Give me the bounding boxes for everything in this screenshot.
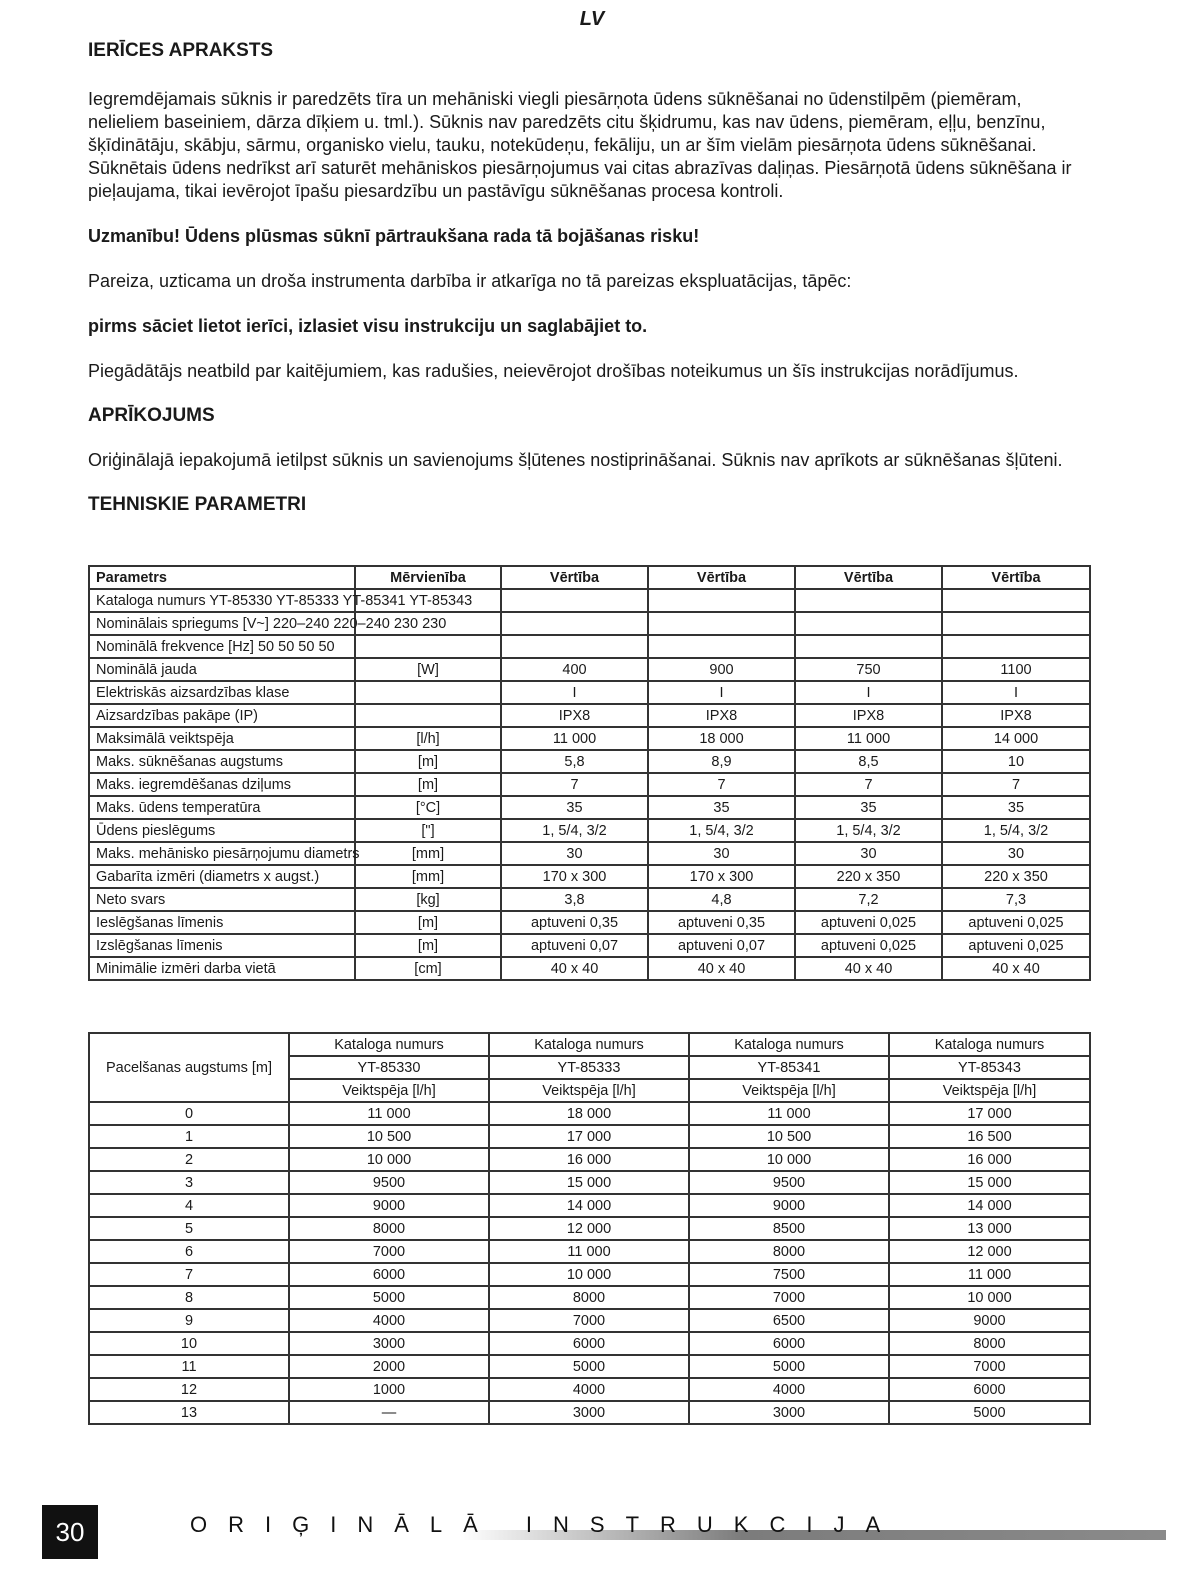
page-number: 30 <box>42 1505 98 1559</box>
table-cell: IPX8 <box>942 704 1090 727</box>
language-label: LV <box>579 8 605 30</box>
table-cell: 2 <box>89 1148 289 1171</box>
table-cell: 1, 5/4, 3/2 <box>942 819 1090 842</box>
table-cell: [l/h] <box>355 727 501 750</box>
table-cell: 11 000 <box>289 1102 489 1125</box>
table-cell: Maks. mehānisko piesārņojumu diametrs <box>89 842 355 865</box>
table-cell: 7 <box>89 1263 289 1286</box>
table-cell: [m] <box>355 750 501 773</box>
table-cell: 0 <box>89 1102 289 1125</box>
table-cell: 1, 5/4, 3/2 <box>648 819 795 842</box>
table-cell: 35 <box>942 796 1090 819</box>
table-cell: 30 <box>942 842 1090 865</box>
table-cell: 400 <box>501 658 648 681</box>
model-number: YT-85330 <box>289 1056 489 1079</box>
table-cell: 8,5 <box>795 750 942 773</box>
table-cell: 9500 <box>689 1171 889 1194</box>
table-cell: 1100 <box>942 658 1090 681</box>
table-cell: Kataloga numurs YT-85330 YT-85333 YT-85341 YT-85343 <box>89 589 355 612</box>
table-row <box>89 635 1090 658</box>
table-cell: 3000 <box>689 1401 889 1424</box>
table-cell: 900 <box>648 658 795 681</box>
row-header-cell: Pacelšanas augstums [m] <box>89 1033 289 1102</box>
table-cell: 8000 <box>289 1217 489 1240</box>
table-cell: Elektriskās aizsardzības klase <box>89 681 355 704</box>
table-row <box>89 842 1090 865</box>
table-cell: 10 000 <box>889 1286 1090 1309</box>
table-cell: 8 <box>89 1286 289 1309</box>
table-cell: Neto svars <box>89 888 355 911</box>
column-header: Vērtība <box>795 566 942 589</box>
technical-parameters-table <box>88 565 1091 981</box>
table-cell <box>355 681 501 704</box>
table-cell <box>795 589 942 612</box>
table-cell <box>795 635 942 658</box>
table-cell: 10 <box>89 1332 289 1355</box>
table-cell: [m] <box>355 911 501 934</box>
table-cell: — <box>289 1401 489 1424</box>
perf-label: Veiktspēja [l/h] <box>889 1079 1090 1102</box>
table-cell: 6500 <box>689 1309 889 1332</box>
table-cell: [m] <box>355 934 501 957</box>
table-cell: aptuveni 0,025 <box>795 911 942 934</box>
table-row <box>89 819 1090 842</box>
table-cell: 17 000 <box>489 1125 689 1148</box>
table-row <box>89 704 1090 727</box>
table-cell: 10 <box>942 750 1090 773</box>
table-cell: ["] <box>355 819 501 842</box>
table-cell: Maksimālā veiktspēja <box>89 727 355 750</box>
table-cell: 10 000 <box>489 1263 689 1286</box>
table-cell: 11 000 <box>795 727 942 750</box>
table-cell: 11 000 <box>689 1102 889 1125</box>
table-cell: 18 000 <box>489 1102 689 1125</box>
table-cell: 30 <box>501 842 648 865</box>
table-cell: 9000 <box>289 1194 489 1217</box>
table-cell: 15 000 <box>889 1171 1090 1194</box>
table-cell: 7500 <box>689 1263 889 1286</box>
table-cell: [cm] <box>355 957 501 980</box>
table-cell: 7 <box>501 773 648 796</box>
catalog-label: Kataloga numurs <box>689 1033 889 1056</box>
table-cell <box>501 589 648 612</box>
table-cell: Ieslēgšanas līmenis <box>89 911 355 934</box>
table-cell: 13 000 <box>889 1217 1090 1240</box>
table-row <box>89 911 1090 934</box>
table-row <box>89 1263 1090 1286</box>
table-cell: [°C] <box>355 796 501 819</box>
table-row <box>89 589 1090 612</box>
table-cell: 10 500 <box>289 1125 489 1148</box>
table-row <box>89 865 1090 888</box>
text-content <box>88 40 1090 516</box>
proper-use-text: Pareiza, uzticama un droša instrumenta darbība ir atkarīga no tā pareizas ekspluatācijas, tāpēc: <box>88 271 852 291</box>
table-cell: Maks. sūknēšanas augstums <box>89 750 355 773</box>
catalog-label: Kataloga numurs <box>289 1033 489 1056</box>
table-cell <box>501 635 648 658</box>
table-cell: 8000 <box>489 1286 689 1309</box>
table-cell: 11 000 <box>501 727 648 750</box>
table-header-row <box>89 566 1090 589</box>
table-cell: aptuveni 0,35 <box>501 911 648 934</box>
table-cell: 5,8 <box>501 750 648 773</box>
table-cell: 9000 <box>689 1194 889 1217</box>
table-cell: 12 000 <box>489 1217 689 1240</box>
table-row <box>89 612 1090 635</box>
catalog-label: Kataloga numurs <box>489 1033 689 1056</box>
table-row <box>89 1286 1090 1309</box>
table-cell: 5000 <box>889 1401 1090 1424</box>
table-row <box>89 1309 1090 1332</box>
table-cell: aptuveni 0,35 <box>648 911 795 934</box>
table-cell: 170 x 300 <box>501 865 648 888</box>
table-cell: 16 000 <box>889 1148 1090 1171</box>
table-cell: Izslēgšanas līmenis <box>89 934 355 957</box>
table-cell: 7000 <box>889 1355 1090 1378</box>
table-cell: aptuveni 0,07 <box>648 934 795 957</box>
table-cell: 40 x 40 <box>648 957 795 980</box>
table-row <box>89 1378 1090 1401</box>
table-cell: 16 500 <box>889 1125 1090 1148</box>
table-cell: 5 <box>89 1217 289 1240</box>
column-header: Parametrs <box>89 566 355 589</box>
table-cell: 14 000 <box>489 1194 689 1217</box>
table-cell: 8000 <box>889 1332 1090 1355</box>
table-cell: 35 <box>648 796 795 819</box>
table-cell: 5000 <box>289 1286 489 1309</box>
catalog-label: Kataloga numurs <box>889 1033 1090 1056</box>
table-cell: IPX8 <box>501 704 648 727</box>
table-row <box>89 1148 1090 1171</box>
column-header: Vērtība <box>648 566 795 589</box>
table-row <box>89 658 1090 681</box>
table-cell: 30 <box>648 842 795 865</box>
table-cell: 40 x 40 <box>795 957 942 980</box>
table-cell: 35 <box>795 796 942 819</box>
table-cell: 8500 <box>689 1217 889 1240</box>
table-cell: [mm] <box>355 865 501 888</box>
table-cell: 9000 <box>889 1309 1090 1332</box>
table-cell: Aizsardzības pakāpe (IP) <box>89 704 355 727</box>
table-cell: 6000 <box>289 1263 489 1286</box>
table-cell: 18 000 <box>648 727 795 750</box>
footer-title: ORIĢINĀLĀ INSTRUKCIJA <box>190 1512 902 1537</box>
section-title-ierices: IERĪCES APRAKSTS <box>88 40 274 61</box>
table-row <box>89 1332 1090 1355</box>
table-row <box>89 727 1090 750</box>
table-cell: I <box>501 681 648 704</box>
table-cell: I <box>942 681 1090 704</box>
table-cell: I <box>795 681 942 704</box>
table-cell: 9 <box>89 1309 289 1332</box>
performance-table <box>88 1032 1091 1425</box>
table-cell: 16 000 <box>489 1148 689 1171</box>
table-cell: 170 x 300 <box>648 865 795 888</box>
table-cell: [mm] <box>355 842 501 865</box>
table-cell: 10 000 <box>289 1148 489 1171</box>
table-row <box>89 1240 1090 1263</box>
table-cell: 12 000 <box>889 1240 1090 1263</box>
table-cell: [W] <box>355 658 501 681</box>
table-cell <box>942 589 1090 612</box>
table-row <box>89 957 1090 980</box>
table-cell: 10 500 <box>689 1125 889 1148</box>
table-cell: 5000 <box>689 1355 889 1378</box>
table-cell: 750 <box>795 658 942 681</box>
table-cell <box>942 635 1090 658</box>
table-cell <box>355 635 501 658</box>
table-cell: 3000 <box>289 1332 489 1355</box>
table-cell: 7 <box>942 773 1090 796</box>
table-cell: 7,2 <box>795 888 942 911</box>
table-cell: 7000 <box>689 1286 889 1309</box>
table-cell: 30 <box>795 842 942 865</box>
table-cell <box>795 612 942 635</box>
table-cell: Gabarīta izmēri (diametrs x augst.) <box>89 865 355 888</box>
table-cell: 7000 <box>289 1240 489 1263</box>
model-number: YT-85333 <box>489 1056 689 1079</box>
table-row <box>89 750 1090 773</box>
table-cell: 7 <box>795 773 942 796</box>
read-instructions-text: pirms sāciet lietot ierīci, izlasiet visu instrukciju un saglabājiet to. <box>88 316 648 336</box>
table-cell: [m] <box>355 773 501 796</box>
perf-label: Veiktspēja [l/h] <box>289 1079 489 1102</box>
table-cell: 4000 <box>689 1378 889 1401</box>
table-cell: 4000 <box>289 1309 489 1332</box>
table-cell: 6 <box>89 1240 289 1263</box>
table-cell: 17 000 <box>889 1102 1090 1125</box>
table-cell: Minimālie izmēri darba vietā <box>89 957 355 980</box>
model-number: YT-85341 <box>689 1056 889 1079</box>
table-cell: 35 <box>501 796 648 819</box>
table-cell: 6000 <box>889 1378 1090 1401</box>
table-cell: 4 <box>89 1194 289 1217</box>
table-row <box>89 1401 1090 1424</box>
table-row <box>89 1102 1090 1125</box>
table-cell: 1 <box>89 1125 289 1148</box>
table-cell: 40 x 40 <box>942 957 1090 980</box>
table-row <box>89 1217 1090 1240</box>
table-cell: Maks. ūdens temperatūra <box>89 796 355 819</box>
column-header: Mērvienība <box>355 566 501 589</box>
catalog-row <box>89 1033 1090 1056</box>
table-cell: 11 000 <box>489 1240 689 1263</box>
table-cell: 8,9 <box>648 750 795 773</box>
table-cell: 7000 <box>489 1309 689 1332</box>
table-cell <box>648 635 795 658</box>
table-cell: 1000 <box>289 1378 489 1401</box>
table-cell: 220 x 350 <box>942 865 1090 888</box>
table-cell: Maks. iegremdēšanas dziļums <box>89 773 355 796</box>
table-cell: 4,8 <box>648 888 795 911</box>
table-row <box>89 1171 1090 1194</box>
table-cell: 13 <box>89 1401 289 1424</box>
table-cell <box>648 612 795 635</box>
model-number: YT-85343 <box>889 1056 1090 1079</box>
table-cell: 4000 <box>489 1378 689 1401</box>
table-cell: 3,8 <box>501 888 648 911</box>
perf-label: Veiktspēja [l/h] <box>689 1079 889 1102</box>
table-cell: IPX8 <box>648 704 795 727</box>
section-title-aprikojums: APRĪKOJUMS <box>88 405 215 426</box>
table-cell: 11 <box>89 1355 289 1378</box>
table-cell: Nominālais spriegums [V~] 220–240 220–240 230 230 <box>89 612 355 635</box>
column-header: Vērtība <box>501 566 648 589</box>
perf-label: Veiktspēja [l/h] <box>489 1079 689 1102</box>
table-cell: Nominālā frekvence [Hz] 50 50 50 50 <box>89 635 355 658</box>
table-cell: 220 x 350 <box>795 865 942 888</box>
table-cell: aptuveni 0,025 <box>795 934 942 957</box>
table-row <box>89 681 1090 704</box>
table-cell: aptuveni 0,07 <box>501 934 648 957</box>
ierices-description: Iegremdējamais sūknis ir paredzēts tīra un mehāniski viegli piesārņota ūdens sūknēšanai no ūdenstilpēm (piemēram, nelieliem baseiniem, dārza dīķiem u. tml.). Sūknis nav paredzēts citu šķidrumu, kas nav ūdens, piemēram, eļļu, benzīnu, šķīdinātāju, skābju, sārmu, organisko vielu, tauku, notekūdeņu, fekāliju, un ar šīm vielām piesārņota ūdens sūknēšanai. Sūknētais ūdens nedrīkst arī saturēt mehāniskos piesārņojumus vai citas abrazīvas daļiņas. Piesārņotā ūdens sūknēšana ir pieļaujama, tikai ievērojot īpašu piesardzību un pastāvīgu sūknēšanas procesa kontroli. <box>88 89 1072 201</box>
table-cell: 3 <box>89 1171 289 1194</box>
table-cell: 1, 5/4, 3/2 <box>501 819 648 842</box>
table-cell: Nominālā jauda <box>89 658 355 681</box>
table-cell: 14 000 <box>889 1194 1090 1217</box>
table-cell: 6000 <box>689 1332 889 1355</box>
table-cell: 14 000 <box>942 727 1090 750</box>
table-row <box>89 934 1090 957</box>
table-cell <box>355 704 501 727</box>
table-cell: I <box>648 681 795 704</box>
table-cell: 3000 <box>489 1401 689 1424</box>
table-cell: 6000 <box>489 1332 689 1355</box>
table-cell <box>942 612 1090 635</box>
table-cell: 7 <box>648 773 795 796</box>
table-row <box>89 796 1090 819</box>
table-cell: 15 000 <box>489 1171 689 1194</box>
aprikojums-description: Oriģinālajā iepakojumā ietilpst sūknis un savienojums šļūtenes nostiprināšanai. Sūknis nav aprīkots ar sūknēšanas šļūteni. <box>88 450 1063 470</box>
table-row <box>89 773 1090 796</box>
table-cell: 10 000 <box>689 1148 889 1171</box>
table-cell: 5000 <box>489 1355 689 1378</box>
table-cell: 2000 <box>289 1355 489 1378</box>
table-cell <box>648 589 795 612</box>
section-title-params: TEHNISKIE PARAMETRI <box>88 494 307 515</box>
table-cell: IPX8 <box>795 704 942 727</box>
table-row <box>89 1194 1090 1217</box>
warning-text: Uzmanību! Ūdens plūsmas sūknī pārtraukšana rada tā bojāšanas risku! <box>88 226 700 246</box>
table-cell: 9500 <box>289 1171 489 1194</box>
table-cell <box>501 612 648 635</box>
table-cell: aptuveni 0,025 <box>942 934 1090 957</box>
table-cell: 7,3 <box>942 888 1090 911</box>
table-cell: 8000 <box>689 1240 889 1263</box>
table-cell: 1, 5/4, 3/2 <box>795 819 942 842</box>
table-cell: [kg] <box>355 888 501 911</box>
table-cell: 11 000 <box>889 1263 1090 1286</box>
table-row <box>89 1125 1090 1148</box>
table-cell: 40 x 40 <box>501 957 648 980</box>
table-cell: aptuveni 0,025 <box>942 911 1090 934</box>
table-row <box>89 1355 1090 1378</box>
table-row <box>89 888 1090 911</box>
liability-text: Piegādātājs neatbild par kaitējumiem, kas radušies, neievērojot drošības noteikumus un šīs instrukcijas norādījumus. <box>88 361 1019 381</box>
table-cell: 12 <box>89 1378 289 1401</box>
table-cell: Ūdens pieslēgums <box>89 819 355 842</box>
column-header: Vērtība <box>942 566 1090 589</box>
